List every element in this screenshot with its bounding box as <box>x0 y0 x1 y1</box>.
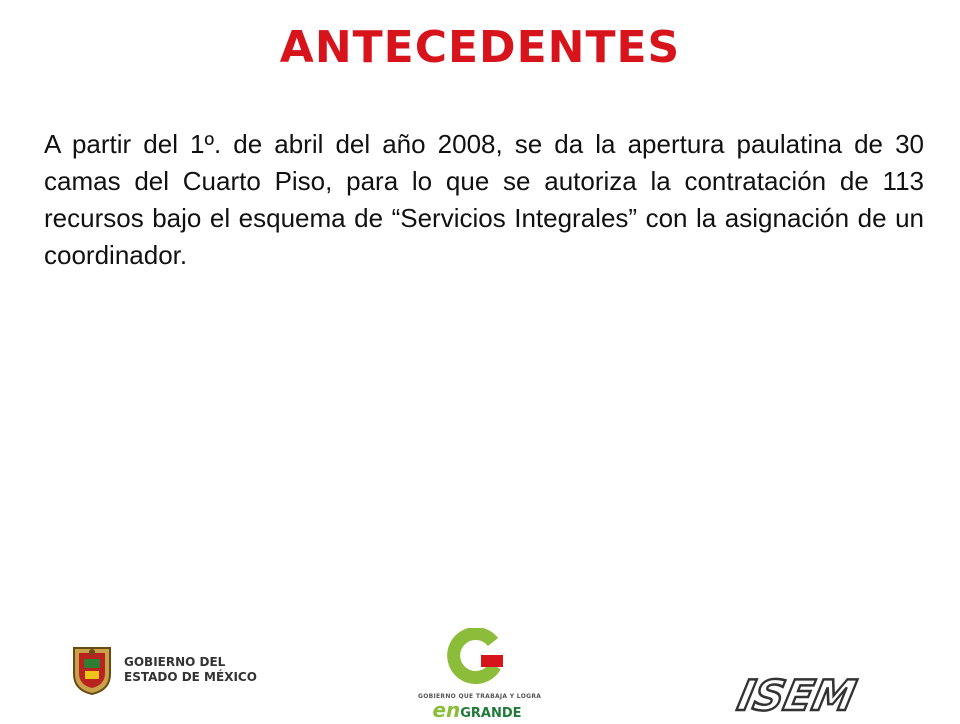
engrande-grande: GRANDE <box>460 706 522 721</box>
isem-logo-graphic <box>702 672 892 718</box>
body-paragraph: A partir del 1º. de abril del año 2008, se da la apertura paulatina de 30 camas del Cuarto Piso, para lo que se autoriza la contratación de 113 recursos bajo el esquema de “Servicios Integrales” con la asignación de un coordinador. <box>44 129 924 270</box>
engrande-logo <box>418 628 542 724</box>
page-title: ANTECEDENTES <box>279 22 681 73</box>
gov-logo <box>70 644 257 696</box>
gov-line-2: ESTADO DE MÉXICO <box>124 670 257 684</box>
state-coat-of-arms-icon <box>70 644 114 696</box>
isem-logo <box>702 672 892 723</box>
g-logo-icon <box>445 628 509 686</box>
gov-line-1: GOBIERNO DEL <box>124 655 226 669</box>
engrande-en: en <box>432 698 461 722</box>
engrande-tagline: GOBIERNO QUE TRABAJA Y LOGRA <box>418 693 542 700</box>
isem-logo-text: ISEM <box>733 672 860 718</box>
